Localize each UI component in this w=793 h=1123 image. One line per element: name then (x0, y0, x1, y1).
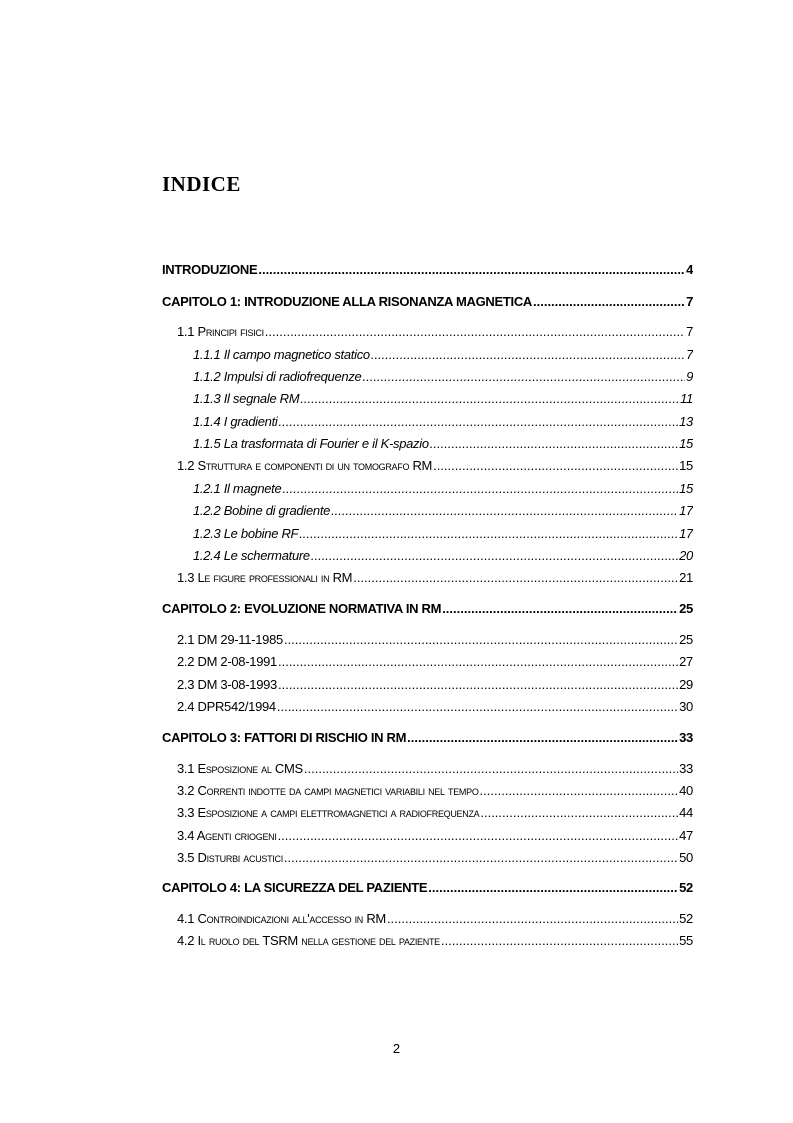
dot-leader (353, 570, 678, 586)
toc-entry-2-1[interactable] (177, 632, 693, 648)
dot-leader (304, 761, 678, 777)
toc-entry-1-2-1[interactable] (193, 481, 693, 497)
toc-page: 33 (679, 761, 693, 776)
toc-page: 13 (679, 414, 693, 429)
toc-entry-4-1[interactable] (177, 911, 693, 927)
toc-page: 4 (686, 262, 693, 277)
toc-label: 4.2 Il ruolo del TSRM nella gestione del paziente (177, 933, 440, 948)
toc-page: 47 (679, 828, 693, 843)
toc-label: 1.2.3 Le bobine RF (193, 526, 299, 541)
toc-label: 1.1.2 Impulsi di radiofrequenze (193, 369, 362, 384)
toc-page: 15 (679, 458, 693, 473)
toc-label: 3.5 Disturbi acustici (177, 850, 283, 865)
dot-leader (441, 933, 678, 949)
toc-page: 15 (679, 436, 693, 451)
toc-page: 44 (679, 805, 693, 820)
toc-page: 11 (680, 391, 693, 406)
toc-label: 3.4 Agenti criogeni (177, 828, 277, 843)
toc-label: 1.1.3 Il segnale RM (193, 391, 300, 406)
toc-page: 30 (679, 699, 693, 714)
dot-leader (284, 632, 678, 648)
toc-entry-3-2[interactable] (177, 783, 693, 799)
dot-leader (265, 324, 685, 340)
toc-entry-3-1[interactable] (177, 761, 693, 777)
toc-page: 15 (679, 481, 693, 496)
toc-entry-1-2[interactable] (177, 458, 693, 474)
toc-page: 17 (679, 526, 693, 541)
dot-leader (442, 601, 678, 617)
dot-leader (284, 850, 678, 866)
toc-entry-1-1-4[interactable] (193, 414, 693, 430)
toc-label: 2.3 DM 3-08-1993 (177, 677, 277, 692)
toc-label: 3.1 Esposizione al CMS (177, 761, 303, 776)
toc-page: 29 (679, 677, 693, 692)
toc-entry-capitolo-4[interactable] (162, 880, 693, 896)
toc-page: 25 (679, 601, 693, 616)
toc-page: 17 (679, 503, 693, 518)
toc-label: 1.1.1 Il campo magnetico statico (193, 347, 370, 362)
toc-entry-1-1-2[interactable] (193, 369, 693, 385)
toc-entry-1-3[interactable] (177, 570, 693, 586)
toc-entry-capitolo-2[interactable] (162, 601, 693, 617)
toc-entry-3-3[interactable] (177, 805, 693, 821)
toc-label: 2.1 DM 29-11-1985 (177, 632, 283, 647)
toc-label: 1.1 Principi fisici (177, 324, 264, 339)
toc-page: 9 (686, 369, 693, 384)
toc-page: 40 (679, 783, 693, 798)
toc-page: 21 (679, 570, 693, 585)
toc-label: CAPITOLO 4: LA SICUREZZA DEL PAZIENTE (162, 880, 428, 895)
toc-label: 1.2 Struttura e componenti di un tomografo RM (177, 458, 433, 473)
toc-label: 1.2.2 Bobine di gradiente (193, 503, 331, 518)
toc-entry-1-1[interactable] (177, 324, 693, 340)
toc-entry-1-1-3[interactable] (193, 391, 693, 407)
toc-page: 7 (686, 347, 693, 362)
toc-entry-introduzione[interactable] (162, 262, 693, 278)
toc-page: 20 (679, 548, 693, 563)
dot-leader (278, 828, 679, 844)
toc-label: 2.4 DPR542/1994 (177, 699, 276, 714)
dot-leader (278, 654, 678, 670)
toc-label: 1.1.5 La trasformata di Fourier e il K-spazio (193, 436, 429, 451)
dot-leader (278, 677, 678, 693)
toc-label: 1.3 Le figure professionali in RM (177, 570, 353, 585)
dot-leader (331, 503, 678, 519)
toc-label: 4.1 Controindicazioni all'accesso in RM (177, 911, 386, 926)
toc-label: CAPITOLO 3: FATTORI DI RISCHIO IN RM (162, 730, 407, 745)
toc-entry-capitolo-3[interactable] (162, 730, 693, 746)
dot-leader (362, 369, 685, 385)
dot-leader (258, 262, 685, 278)
toc-page: 33 (679, 730, 693, 745)
dot-leader (480, 805, 678, 821)
toc-entry-3-5[interactable] (177, 850, 693, 866)
toc-label: 1.2.4 Le schermature (193, 548, 310, 563)
toc-page: 52 (679, 880, 693, 895)
dot-leader (277, 699, 678, 715)
toc-entry-1-1-1[interactable] (193, 347, 693, 363)
toc-entry-1-2-2[interactable] (193, 503, 693, 519)
toc-page: 25 (679, 632, 693, 647)
toc-label: 3.3 Esposizione a campi elettromagnetici a radiofrequenza (177, 805, 480, 820)
toc-entry-1-2-4[interactable] (193, 548, 693, 564)
dot-leader (371, 347, 685, 363)
toc-page: 50 (679, 850, 693, 865)
dot-leader (387, 911, 678, 927)
toc-page: 52 (679, 911, 693, 926)
dot-leader (428, 880, 678, 896)
dot-leader (299, 526, 678, 542)
toc-entry-1-2-3[interactable] (193, 526, 693, 542)
toc-label: 2.2 DM 2-08-1991 (177, 654, 277, 669)
page-title: INDICE (162, 172, 241, 196)
toc-page: 7 (686, 294, 693, 309)
dot-leader (430, 436, 678, 452)
toc-label: 1.1.4 I gradienti (193, 414, 278, 429)
dot-leader (533, 294, 685, 310)
toc-page: 7 (686, 324, 693, 339)
toc-label: 3.2 Correnti indotte da campi magnetici variabili nel tempo (177, 783, 479, 798)
dot-leader (311, 548, 678, 564)
toc-page: 55 (679, 933, 693, 948)
dot-leader (433, 458, 678, 474)
dot-leader (407, 730, 678, 746)
toc-entry-1-1-5[interactable] (193, 436, 693, 452)
toc-entry-2-2[interactable] (177, 654, 693, 670)
toc-entry-3-4[interactable] (177, 828, 693, 844)
toc-entry-2-3[interactable] (177, 677, 693, 693)
toc-entry-4-2[interactable] (177, 933, 693, 949)
toc-label: 1.2.1 Il magnete (193, 481, 282, 496)
toc-label: CAPITOLO 2: EVOLUZIONE NORMATIVA IN RM (162, 601, 442, 616)
toc-label: CAPITOLO 1: INTRODUZIONE ALLA RISONANZA MAGNETICA (162, 294, 532, 309)
toc-label: INTRODUZIONE (162, 262, 258, 277)
page-number: 2 (392, 1041, 401, 1056)
dot-leader (480, 783, 679, 799)
dot-leader (279, 414, 679, 430)
dot-leader (282, 481, 678, 497)
dot-leader (300, 391, 679, 407)
toc-page: 27 (679, 654, 693, 669)
toc-entry-2-4[interactable] (177, 699, 693, 715)
toc-entry-capitolo-1[interactable] (162, 294, 693, 310)
